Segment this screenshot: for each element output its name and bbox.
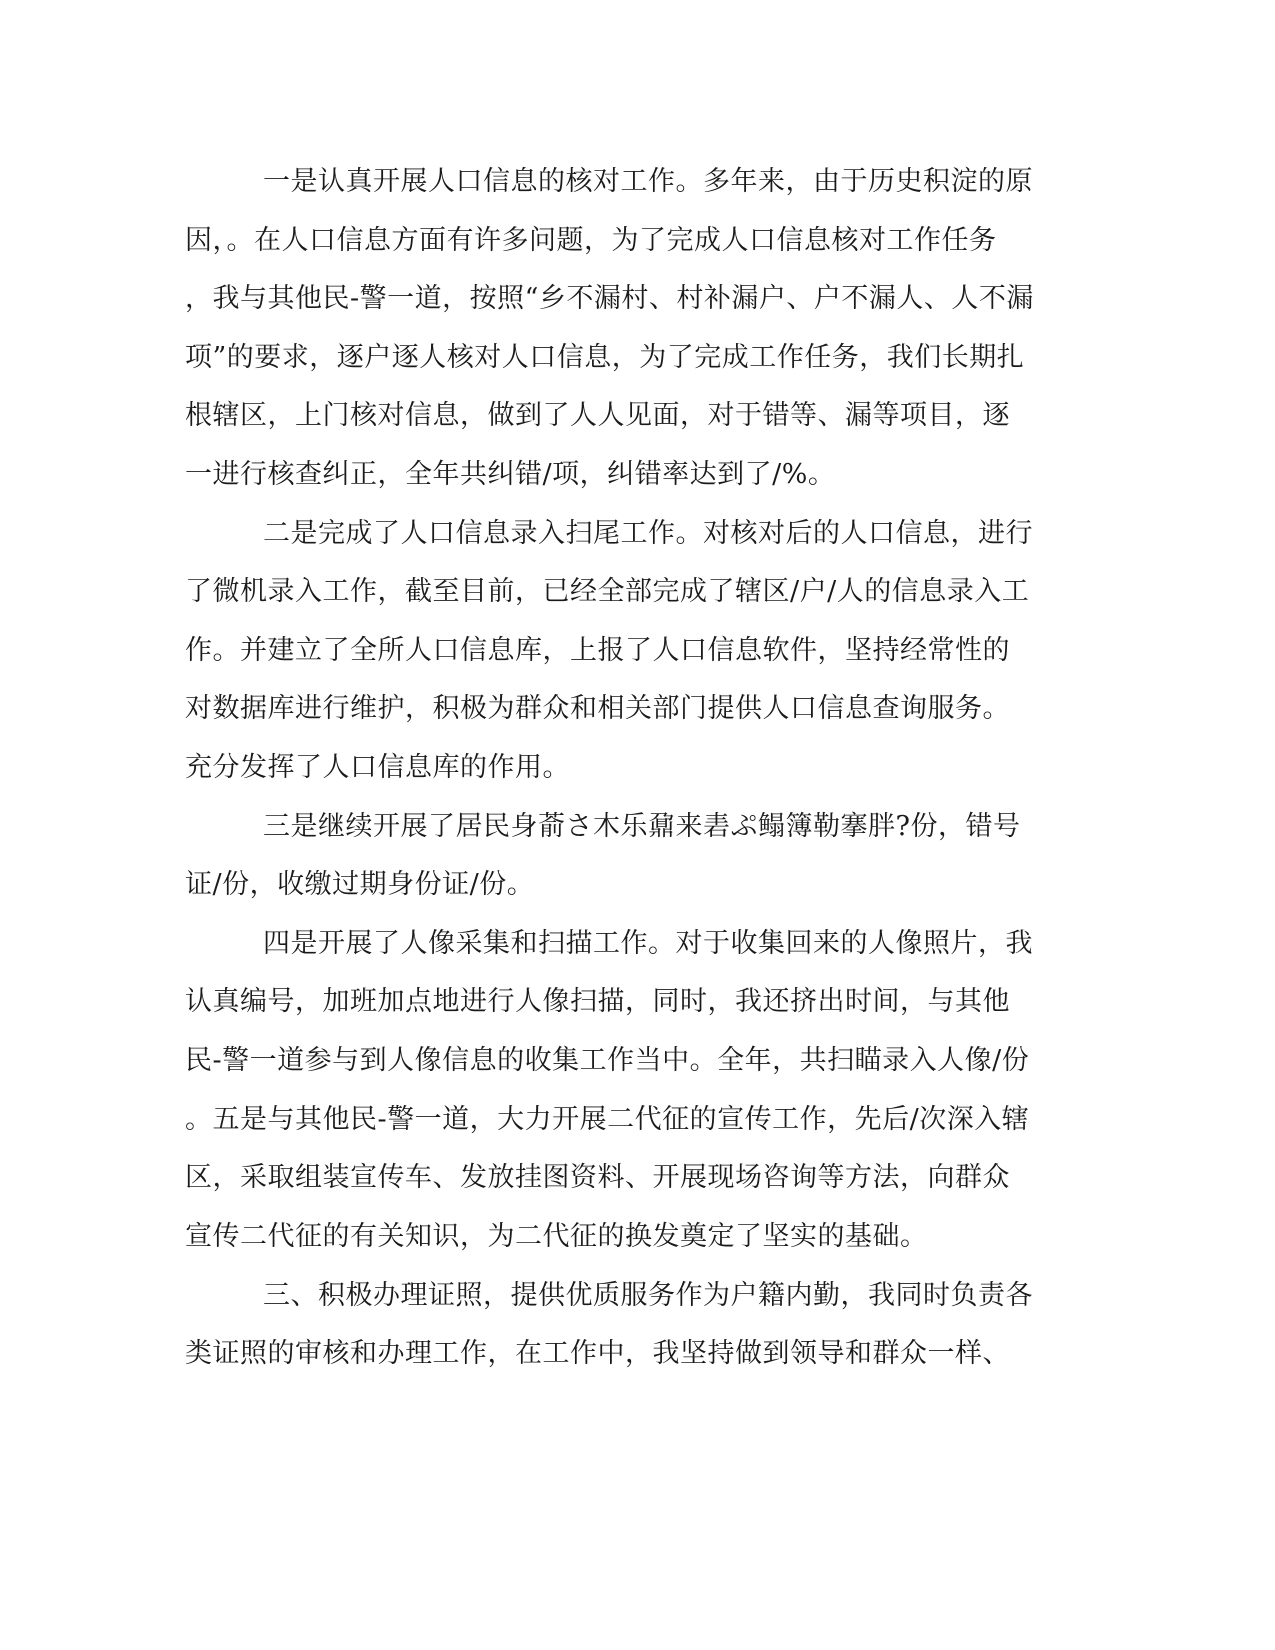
paragraph-3-line-2: 证/份，收缴过期身份证/份。	[185, 869, 535, 900]
paragraph-1-line-2: 因，。在人口信息方面有许多问题，为了完成人口信息核对工作任务	[185, 225, 997, 256]
paragraph-2-line-2: 了微机录入工作，截至目前，已经全部完成了辖区/户/人的信息录入工	[185, 576, 1030, 607]
paragraph-2-line-5: 充分发挥了人口信息库的作用。	[185, 752, 570, 783]
paragraph-4-line-2: 认真编号，加班加点地进行人像扫描，同时，我还挤出时间，与其他	[185, 986, 1010, 1017]
paragraph-5-line-1: 三、积极办理证照，提供优质服务作为户籍内勤，我同时负责各	[263, 1280, 1033, 1311]
paragraph-1-line-4: 项”的要求，逐户逐人核对人口信息，为了完成工作任务，我们长期扎	[185, 342, 1025, 373]
paragraph-4-line-4: 。五是与其他民-警一道，大力开展二代征的宣传工作，先后/次深入辖	[185, 1104, 1030, 1135]
paragraph-1-line-6: 一进行核查纠正，全年共纠错/项，纠错率达到了/%。	[185, 459, 836, 490]
paragraph-2-line-1: 二是完成了人口信息录入扫尾工作。对核对后的人口信息，进行	[263, 518, 1033, 549]
paragraph-4-line-1: 四是开展了人像采集和扫描工作。对于收集回来的人像照片，我	[263, 928, 1033, 959]
paragraph-4-line-5: 区，采取组装宣传车、发放挂图资料、开展现场咨询等方法，向群众	[185, 1162, 1010, 1193]
paragraph-1-line-1: 一是认真开展人口信息的核对工作。多年来，由于历史积淀的原	[263, 166, 1033, 197]
paragraph-1-line-5: 根辖区，上门核对信息，做到了人人见面，对于错等、漏等项目，逐	[185, 400, 1010, 431]
paragraph-3-line-1: 三是继续开展了居民身萮さ木乐鼐来砉ぷ鳎簿勒搴胖?份，错号	[263, 811, 1021, 842]
paragraph-2-line-3: 作。并建立了全所人口信息库，上报了人口信息软件，坚持经常性的	[185, 635, 1010, 666]
paragraph-4-line-3: 民-警一道参与到人像信息的收集工作当中。全年，共扫瞄录入人像/份	[185, 1045, 1030, 1076]
paragraph-4-line-6: 宣传二代征的有关知识，为二代征的换发奠定了坚实的基础。	[185, 1221, 928, 1252]
paragraph-1-line-3: ，我与其他民-警一道，按照“乡不漏村、村补漏户、户不漏人、人不漏	[185, 283, 1034, 314]
paragraph-2-line-4: 对数据库进行维护，积极为群众和相关部门提供人口信息查询服务。	[185, 693, 1010, 724]
paragraph-5-line-2: 类证照的审核和办理工作，在工作中，我坚持做到领导和群众一样、	[185, 1338, 1010, 1369]
